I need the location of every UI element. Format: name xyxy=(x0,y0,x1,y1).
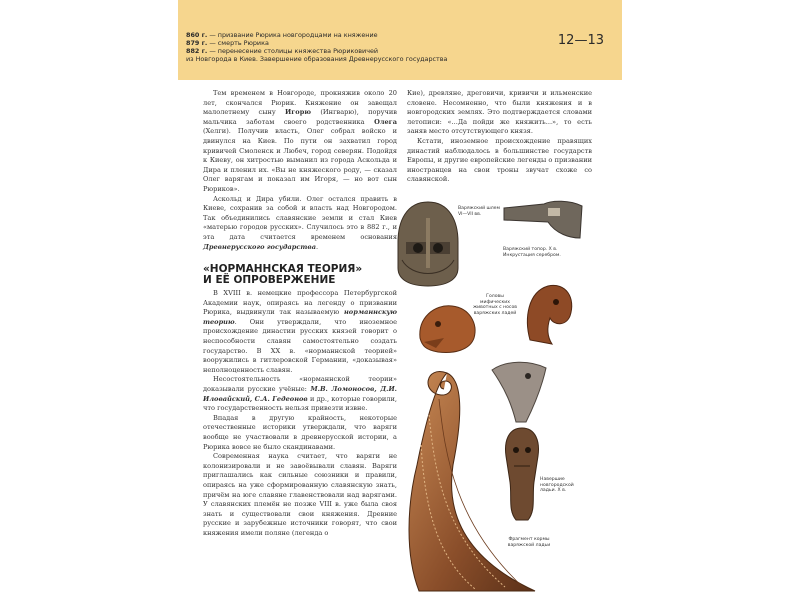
helmet-image xyxy=(392,198,464,290)
paragraph: Несостоятельность «норманнской теории» доказывали русские учёные: М.В. Ломоносов, Д.И. Иловайский, С.А. Гедеонов и др., которые говорили, что государственность нельзя привезти извне. xyxy=(203,375,397,413)
timeline-item: из Новгорода в Киев. Завершение образования Древнерусского государства xyxy=(186,55,448,63)
paragraph: Тем временем в Новгороде, прокняжив около 20 лет, скончался Рюрик. Княжение он завещал малолетнему сыну Игорю (Ингварю), поручив мальчика заботам своего родственника Олега (Хелги). Получив власть, Олег собрал войско и двинулся на Киев. По пути он захватил город кривичей Смоленск и Любеч, город северян. Подойдя к Киеву, он хитростью выманил из города Аскольда и Дира и пленил их. «Вы не княжеского роду, — сказал Олег варягам и показал им Игоря, — но вот сын Рюриков». xyxy=(203,89,397,193)
paragraph: Современная наука считает, что варяги не колонизировали и не завоёвывали славян. Варяги приглашались как сильные союзники и правили, опираясь на уже сформированную славянскую знать, причём на юге славяне главенствовали над варягами. У славянских племён не позже VIII в. уже была своя знать и существовали свои княжения. Древние русские и зарубежные источники говорят, что свои княжения имели поляне (легенда о xyxy=(203,452,397,537)
ship-caption: Фрагмент кормы варяжской ладьи xyxy=(507,537,551,548)
timeline-item: 879 г. — смерть Рюрика xyxy=(186,39,269,47)
timeline-item: 860 г. — призвание Рюрика новгородцами на княжение xyxy=(186,31,378,39)
paragraph: Впадая в другую крайность, некоторые отечественные историки утверждали, что варяги вообще не участвовали в древнерусской истории, а Рюрика вовсе не было скандинавами. xyxy=(203,413,397,451)
axe-caption: Варяжский топор. X в. Инкрустация серебром. xyxy=(503,247,561,258)
figurehead-caption: Навершие новгородской ладьи. X в. xyxy=(540,477,574,494)
paragraph: В XVIII в. немецкие профессора Петербургской Академии наук, опираясь на легенду о призвании Рюрика, выдвинули так называемую норманнскую теорию. Они утверждали, что иноземное происхождение династии русских князей говорит о неспособности славян самостоятельно создать государство. В XX в. «норманнской теорией» вооружились в гитлеровской Германии, «доказывая» неполноценность славян. xyxy=(203,289,397,374)
timeline-item: 882 г. — перенесение столицы княжества Рюриковичей xyxy=(186,47,379,55)
section-heading: «НОРМАННСКАЯ ТЕОРИЯ» И ЕЁ ОПРОВЕРЖЕНИЕ xyxy=(203,263,363,287)
figurehead-image xyxy=(502,426,542,522)
helmet-caption: Варяжский шлем VI—VII вв. xyxy=(458,206,500,217)
axe-image xyxy=(500,198,586,244)
paragraph: Аскольд и Дира убили. Олег остался править в Киеве, сохранив за собой и власть над Новгородом. Так объединились славянские земли и стал Киев «матерью городов русских». Случилось это в 882 г., и эта дата считается временем основания Древнерусского государства. xyxy=(203,194,397,251)
paragraph: Кие), древляне, дреговичи, кривичи и ильменские словене. Несомненно, что были княжения и в новгородских землях. Это подтверждается словами летописи: «...Да пойди же княжить...», то есть заняв место отсутствующего князя. xyxy=(407,89,592,136)
page-header xyxy=(178,0,622,80)
animal-heads-caption: Головы мифических животных с носов варяжских ладей xyxy=(473,294,517,316)
timeline-dates xyxy=(186,31,516,63)
paragraph: Кстати, иноземное происхождение правящих династий наблюдалось в большинстве государств Европы, и другие европейские легенды о призвании иностранцев на свои троны звучат схоже со славянской. xyxy=(407,136,592,184)
page-numbers: 12—13 xyxy=(557,33,604,48)
figurehead-image xyxy=(486,356,552,426)
right-column xyxy=(407,89,592,185)
animal-head-image xyxy=(518,278,578,348)
left-column xyxy=(203,89,397,539)
